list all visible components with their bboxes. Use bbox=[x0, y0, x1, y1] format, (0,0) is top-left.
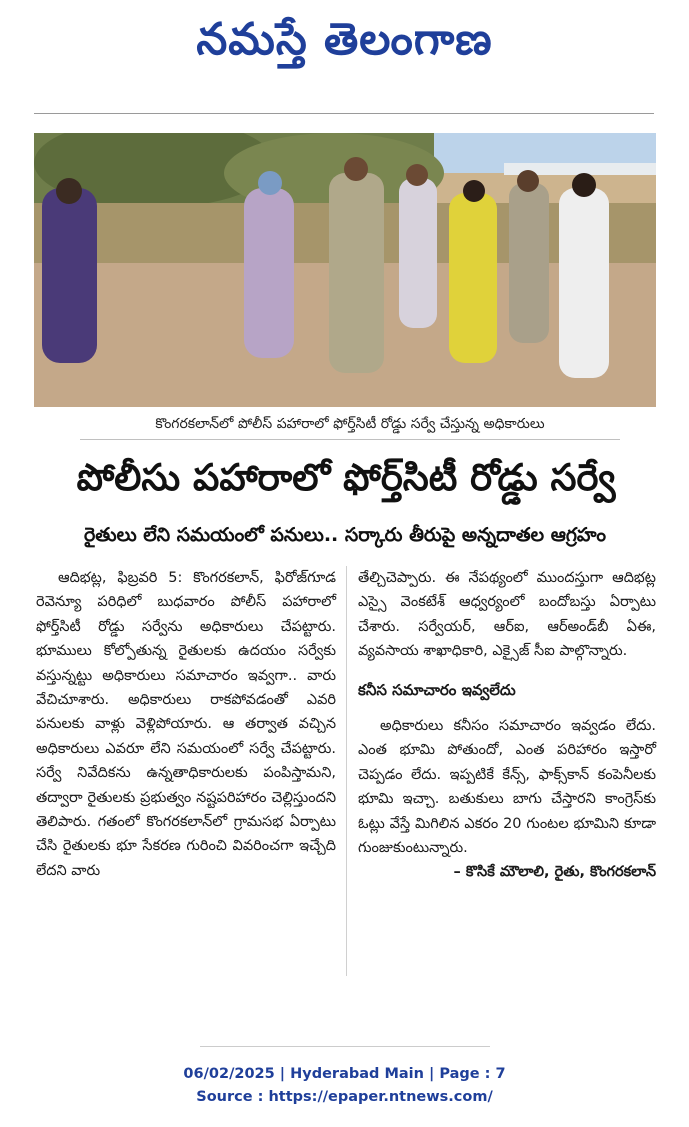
box-heading: కనీస సమాచారం ఇవ్వలేదు bbox=[358, 680, 516, 699]
masthead: నమస్తే తెలంగాణ bbox=[196, 14, 493, 65]
news-photo bbox=[34, 133, 656, 407]
article-right-column bbox=[358, 566, 656, 885]
article-paragraph: తేల్చిచెప్పారు. ఈ నేపథ్యంలో ముందస్తుగా ఆదిభట్ల ఎస్సై వెంకటేశ్ ఆధ్వర్యంలో బందోబస్తు ఏర్పాటు చేశారు. సర్వేయర్, ఆర్‌ఐ, ఆర్‌అండ్‌బీ ఏఈ, వ్యవసాయ శాఖాధికారి, ఎక్సైజ్ సీఐ పాల్గొన్నారు. bbox=[358, 570, 656, 660]
photo-caption: కొంగరకలాన్‌లో పోలీస్ పహారాలో ఫోర్త్‌సిటీ రోడ్డు సర్వే చేస్తున్న అధికారులు bbox=[80, 416, 620, 440]
farmer-quote: అధికారులు కనీసం సమాచారం ఇవ్వడం లేదు. ఎంత భూమి పోతుందో, ఎంత పరిహారం ఇస్తారో చెప్పడం లేదు. ఇప్పటికే కేన్స్, ఫాక్స్‌కాన్ కంపెనీలకు భూమి ఇచ్చా. బతుకులు బాగు చేస్తారని కాంగ్రెస్‌కు ఓట్లు వేస్తే మిగిలిన ఎకరం 20 గుంటల భూమిని కూడా గుంజుకుంటున్నారు. bbox=[358, 718, 656, 857]
masthead-divider bbox=[34, 113, 654, 114]
quote-attribution: – కొసికే మౌలాలి, రైతు, కొంగరకలాన్ bbox=[453, 864, 656, 881]
footer-divider bbox=[200, 1046, 490, 1047]
footer-source-line: Source : https://epaper.ntnews.com/ bbox=[196, 1089, 493, 1105]
subheadline: రైతులు లేని సమయంలో పనులు.. సర్కారు తీరుపై అన్నదాతల ఆగ్రహం bbox=[83, 524, 606, 546]
footer-date-line: 06/02/2025 | Hyderabad Main | Page : 7 bbox=[183, 1066, 506, 1082]
headline: పోలీసు పహారాలో ఫోర్త్‌సిటీ రోడ్డు సర్వే bbox=[76, 456, 616, 499]
column-divider bbox=[346, 566, 347, 976]
article-left-column: ఆదిభట్ల, ఫిబ్రవరి 5: కొంగరకలాన్, ఫిరోజ్‌గూడ రెవెన్యూ పరిధిలో బుధవారం పోలీస్ పహారాలో ఫోర్త్‌సిటీ రోడ్డు సర్వేను అధికారులు చేపట్టారు. భూములు కోల్పోతున్న రైతులకు ఉదయం సర్వేకు వస్తున్నట్టు అధికారులు సమాచారం ఇవ్వగా.. వారు వేచిచూశారు. అధికారులు రాకపోవడంతో ఎవరి పనులకు వాళ్లు వెళ్లిపోయారు. ఆ తర్వాత వచ్చిన అధికారులు ఎవరూ లేని సమయంలో సర్వే చేపట్టారు. సర్వే నివేదికను ఉన్నతాధికారులకు పంపిస్తామని, తద్వారా రైతులకు ప్రభుత్వం నష్టపరిహారం చెల్లిస్తుందని తెలిపారు. గతంలో కొంగరకలాన్‌లో గ్రామసభ ఏర్పాటు చేసి రైతులకు భూ సేకరణ గురించి వివరించగా ఇచ్చేది లేదని వారు bbox=[36, 570, 336, 879]
